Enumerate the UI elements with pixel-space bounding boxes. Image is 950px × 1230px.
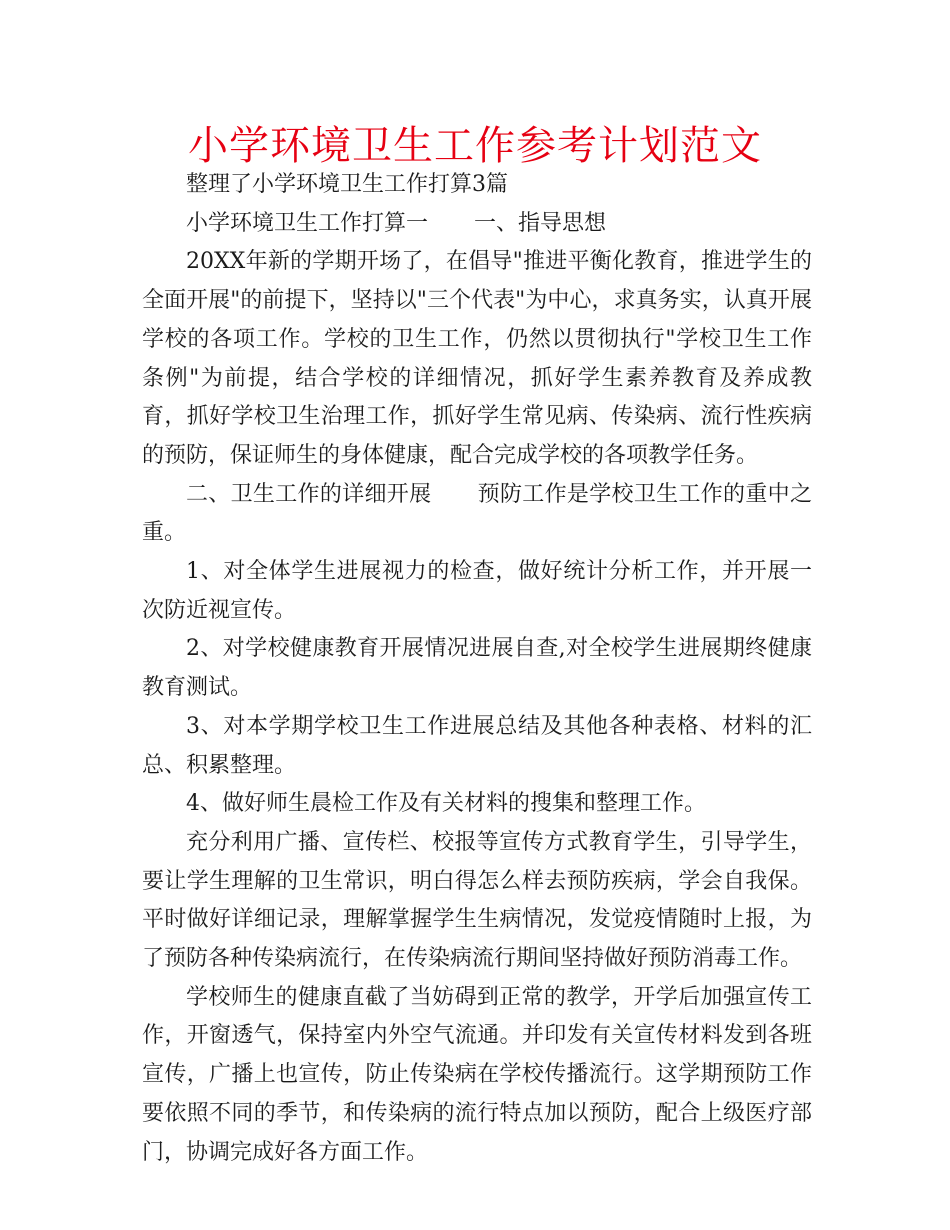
item-4-text: 4、做好师生晨检工作及有关材料的搜集和整理工作。: [186, 791, 706, 817]
item-3-text: 3、对本学期学校卫生工作进展总结及其他各种表格、材料的汇总、积累整理。: [142, 713, 812, 778]
paragraph-publicity: [142, 824, 812, 979]
document-title: 小学环境卫生工作参考计划范文: [188, 123, 762, 169]
document-body: [142, 166, 812, 1172]
paragraph-section-heading-2: [142, 476, 812, 553]
paragraph-item-2: [142, 630, 812, 707]
health-measures-text: 学校师生的健康直截了当妨碍到正常的教学，开学后加强宣传工作，开窗透气，保持室内外空气流通。并印发有关宣传材料发到各班宣传，广播上也宣传，防止传染病在学校传播流行。这学期预防工作要依照不同的季节，和传染病的流行特点加以预防，配合上级医疗部门，协调完成好各方面工作。: [142, 984, 812, 1165]
paragraph-intro: [142, 166, 812, 205]
paragraph-item-3: [142, 708, 812, 785]
guiding-ideology-heading: 一、指导思想: [474, 210, 607, 236]
publicity-text: 充分利用广播、宣传栏、校报等宣传方式教育学生，引导学生，要让学生理解的卫生常识，明白得怎么样去预防疾病，学会自我保。平时做好详细记录，理解掌握学生生病情况，发觉疫情随时上报，为了预防各种传染病流行，在传染病流行期间坚持做好预防消毒工作。: [142, 829, 812, 972]
guiding-ideology-text: 20XX年新的学期开场了，在倡导"推进平衡化教育，推进学生的全面开展"的前提下，坚持以"三个代表"为中心，求真务实，认真开展学校的各项工作。学校的卫生工作，仍然以贯彻执行"学校卫生工作条例"为前提，结合学校的详细情况，抓好学生素养教育及养成教育，抓好学校卫生治理工作，抓好学生常见病、传染病、流行性疾病的预防，保证师生的身体健康，配合完成学校的各项教学任务。: [142, 249, 812, 468]
intro-text: 整理了小学环境卫生工作打算3篇: [186, 172, 508, 197]
paragraph-guiding-ideology: [142, 243, 812, 475]
paragraph-item-1: [142, 553, 812, 630]
paragraph-health-measures: [142, 979, 812, 1173]
paragraph-item-4: [142, 785, 812, 824]
item-1-text: 1、对全体学生进展视力的检查，做好统计分析工作，并开展一次防近视宣传。: [142, 559, 812, 623]
paragraph-section-heading-1: [142, 205, 812, 244]
health-work-heading: 二、卫生工作的详细开展: [186, 481, 432, 507]
prevention-text: 预防工作是学校卫生工作的重中之重。: [142, 481, 812, 546]
item-2-text: 2、对学校健康教育开展情况进展自查,对全校学生进展期终健康教育测试。: [142, 636, 812, 701]
plan-one-heading: 小学环境卫生工作打算一: [186, 210, 429, 236]
